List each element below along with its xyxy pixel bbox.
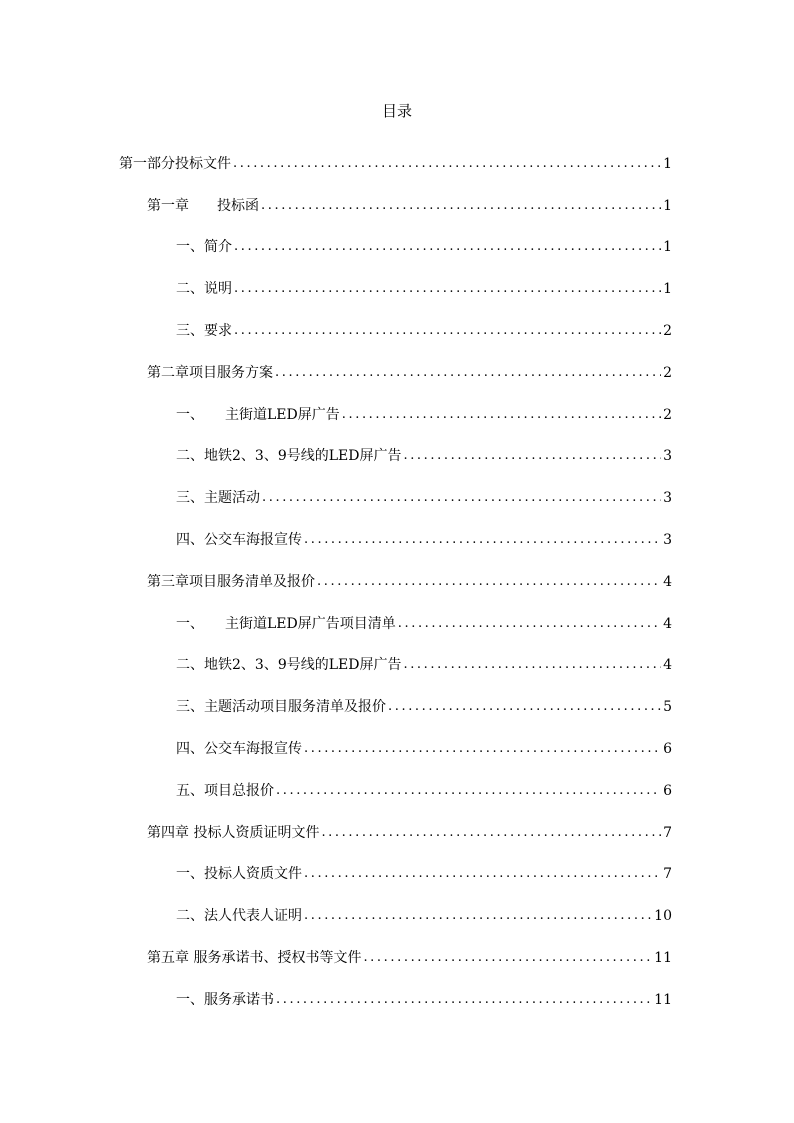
toc-leader-dots: [304, 739, 661, 759]
toc-entry[interactable]: [0, 854, 672, 896]
toc-entry-text: 三、主题活动项目服务清单及报价: [176, 699, 386, 716]
toc-entry-text: 第三章项目服务清单及报价: [147, 573, 315, 590]
toc-entry-page: 6: [663, 782, 672, 799]
toc-entry-page: 2: [663, 364, 672, 381]
toc-leader-dots: [276, 781, 661, 801]
toc-entry-page: 5: [663, 699, 672, 716]
toc-entry-text: 一、简介: [176, 239, 232, 256]
toc-entry[interactable]: [0, 979, 672, 1021]
toc-entry-page: 11: [654, 991, 672, 1008]
toc-entry[interactable]: [0, 770, 672, 812]
toc-entry[interactable]: [0, 310, 672, 352]
toc-entry-text: 四、公交车海报宣传: [176, 532, 302, 549]
toc-entry[interactable]: [0, 561, 672, 603]
toc-entry[interactable]: [0, 268, 672, 310]
toc-entry[interactable]: [0, 185, 672, 227]
toc-entry-text: 二、地铁2、3、9号线的LED屏广告: [176, 657, 402, 674]
toc-entry-text: 第一章 投标函: [147, 197, 259, 214]
toc-entry[interactable]: [0, 728, 672, 770]
toc-entry-text: 三、要求: [176, 323, 232, 340]
toc-leader-dots: [342, 405, 661, 425]
toc-leader-dots: [304, 906, 652, 926]
toc-leader-dots: [403, 446, 661, 466]
toc-entry-page: 3: [663, 490, 672, 507]
toc-leader-dots: [275, 363, 661, 383]
toc-list: [0, 143, 794, 1021]
toc-leader-dots: [234, 279, 661, 299]
toc-leader-dots: [388, 697, 661, 717]
toc-leader-dots: [234, 321, 661, 341]
toc-entry-text: 二、说明: [176, 281, 232, 298]
toc-entry[interactable]: [0, 436, 672, 478]
toc-entry-text: 三、主题活动: [176, 490, 260, 507]
toc-entry-page: 2: [663, 406, 672, 423]
toc-entry[interactable]: [0, 937, 672, 979]
toc-leader-dots: [363, 948, 652, 968]
toc-entry-page: 4: [663, 657, 672, 674]
toc-entry-text: 一、投标人资质文件: [176, 866, 302, 883]
toc-leader-dots: [262, 488, 661, 508]
toc-entry[interactable]: [0, 394, 672, 436]
toc-entry-text: 一、 主街道LED屏广告项目清单: [176, 615, 396, 632]
toc-entry[interactable]: [0, 895, 672, 937]
toc-entry-text: 一、服务承诺书: [176, 991, 274, 1008]
toc-entry-text: 第五章 服务承诺书、授权书等文件: [147, 950, 362, 967]
toc-entry-page: 1: [663, 197, 672, 214]
toc-entry-text: 第一部分投标文件: [119, 155, 231, 172]
toc-entry-text: 五、项目总报价: [176, 782, 274, 799]
toc-entry[interactable]: [0, 812, 672, 854]
toc-entry-page: 7: [663, 824, 672, 841]
toc-entry-page: 10: [654, 908, 672, 925]
toc-entry-page: 2: [663, 323, 672, 340]
toc-entry-text: 二、法人代表人证明: [176, 908, 302, 925]
toc-entry-page: 6: [663, 741, 672, 758]
toc-title: 目录: [381, 102, 412, 120]
toc-leader-dots: [261, 196, 661, 216]
toc-leader-dots: [304, 864, 661, 884]
toc-entry[interactable]: [0, 519, 672, 561]
toc-entry-page: 4: [663, 573, 672, 590]
toc-entry-text: 一、 主街道LED屏广告: [176, 406, 340, 423]
toc-entry-page: 1: [663, 239, 672, 256]
toc-entry[interactable]: [0, 352, 672, 394]
toc-entry[interactable]: [0, 227, 672, 269]
toc-entry-text: 二、地铁2、3、9号线的LED屏广告: [176, 448, 402, 465]
toc-leader-dots: [234, 237, 661, 257]
toc-entry[interactable]: [0, 143, 672, 185]
toc-entry-page: 4: [663, 615, 672, 632]
toc-leader-dots: [321, 823, 661, 843]
toc-leader-dots: [233, 154, 661, 174]
toc-entry[interactable]: [0, 645, 672, 687]
toc-entry[interactable]: [0, 686, 672, 728]
toc-leader-dots: [398, 614, 661, 634]
toc-leader-dots: [276, 990, 652, 1010]
toc-entry-page: 1: [663, 155, 672, 172]
toc-leader-dots: [317, 572, 661, 592]
toc-entry-text: 第二章项目服务方案: [147, 364, 273, 381]
toc-leader-dots: [304, 530, 661, 550]
toc-leader-dots: [403, 655, 661, 675]
toc-entry[interactable]: [0, 603, 672, 645]
toc-entry[interactable]: [0, 477, 672, 519]
toc-entry-text: 四、公交车海报宣传: [176, 741, 302, 758]
toc-entry-page: 1: [663, 281, 672, 298]
toc-entry-page: 3: [663, 532, 672, 549]
toc-entry-page: 3: [663, 448, 672, 465]
toc-entry-page: 7: [663, 866, 672, 883]
toc-entry-text: 第四章 投标人资质证明文件: [147, 824, 320, 841]
toc-entry-page: 11: [654, 950, 672, 967]
